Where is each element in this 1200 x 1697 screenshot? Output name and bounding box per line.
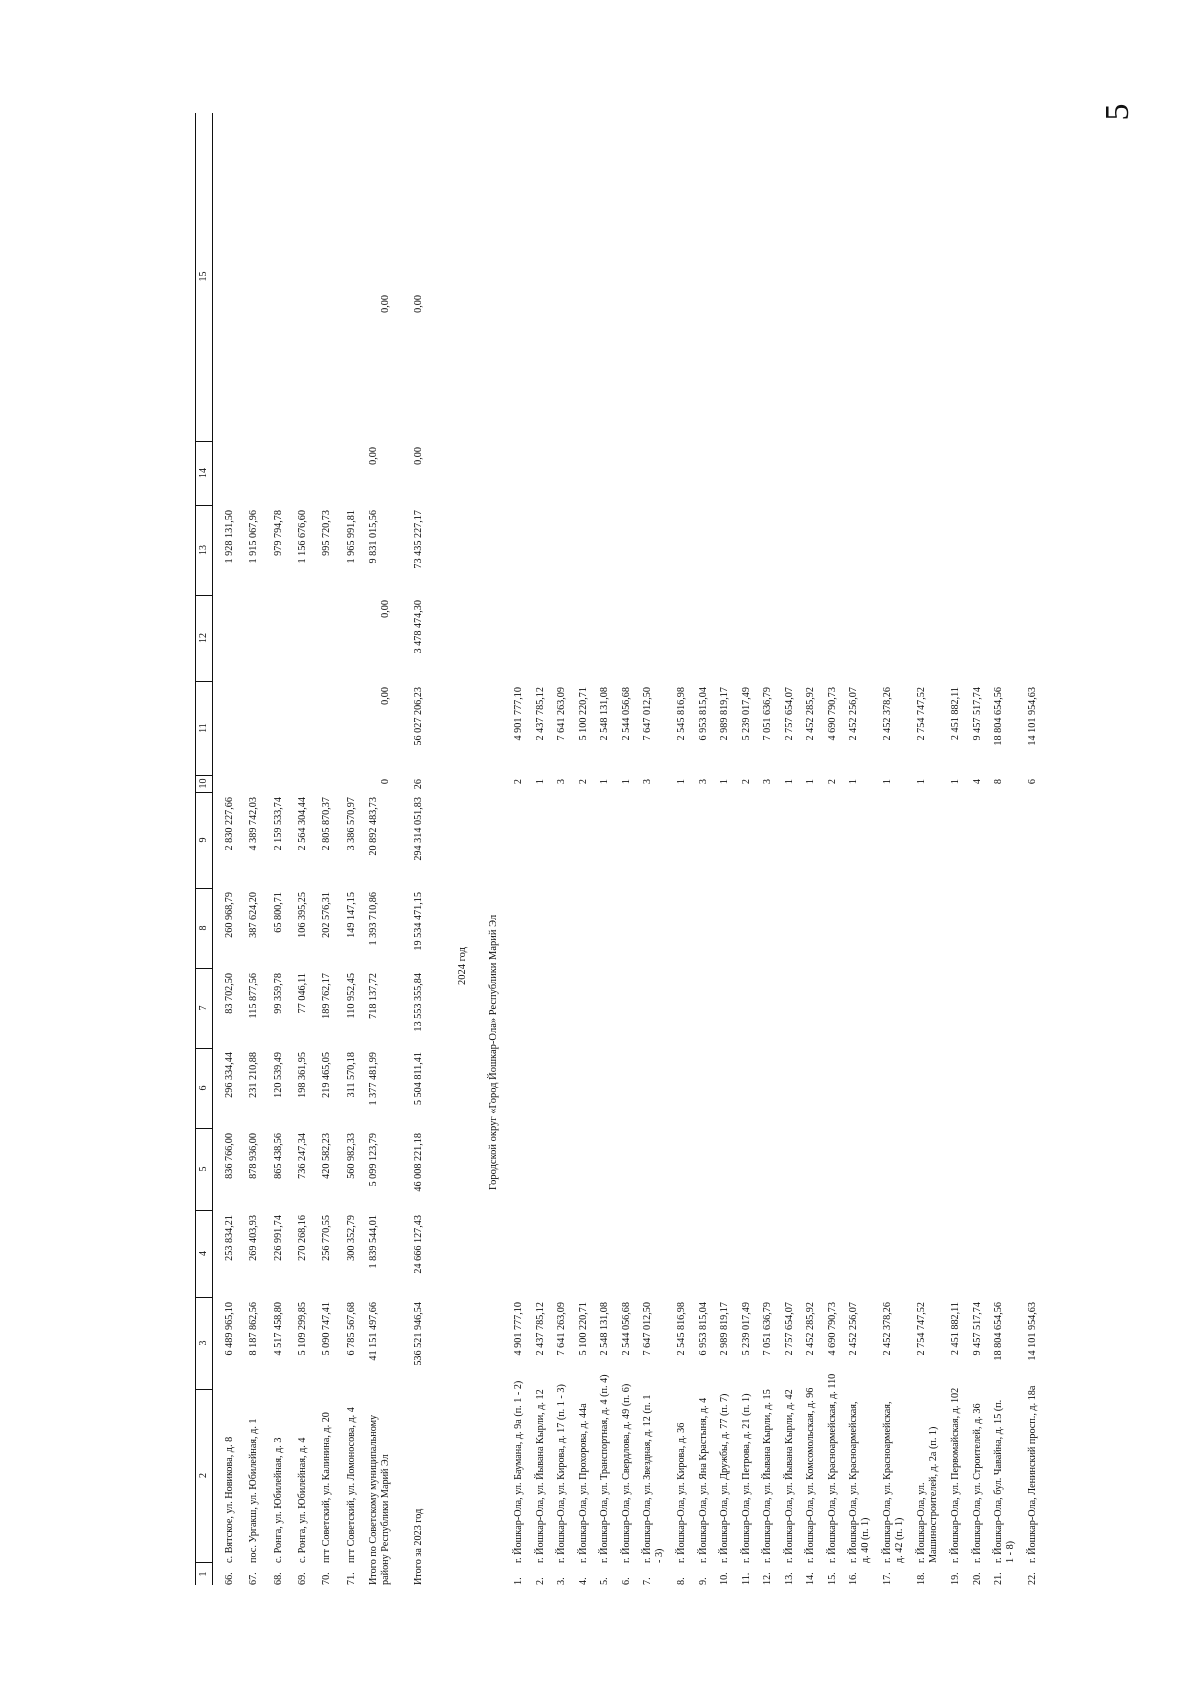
cell-c3: 2 545 816,98 (676, 1302, 687, 1356)
cell-c11: 2 544 056,68 (620, 687, 632, 741)
row-address: г. Йошкар-Ола, ул. Строителей, д. 36 (971, 1403, 983, 1563)
cell-c10: 6 (1027, 779, 1038, 785)
row-number: 20. (971, 1572, 983, 1585)
total-2023-c9: 294 314 051,83 (413, 797, 424, 861)
cell-c3: 2 989 819,17 (719, 1302, 730, 1356)
cell-c8: 65 800,71 (272, 892, 284, 933)
cell-c11: 5 239 017,49 (740, 687, 752, 741)
total-2023-c15: 0,00 (413, 295, 424, 313)
column-header-12: 12 (196, 595, 212, 682)
row-address: г. Йошкар-Ола, ул. Машиностроителей, д. 2а (п. 1) (916, 1426, 939, 1563)
cell-c10: 1 (534, 779, 546, 785)
cell-c3: 2 452 256,07 (848, 1302, 859, 1356)
cell-c10: 1 (620, 779, 632, 785)
cell-c3: 8 187 862,56 (248, 1302, 260, 1356)
row-address: г. Йошкар-Ола, ул. Красноармейская, д. 42 (п. 1) (882, 1401, 905, 1563)
total-district-c11: 0,00 (379, 687, 391, 705)
cell-c7: 115 877,56 (248, 973, 260, 1019)
cell-c11: 7 647 012,50 (642, 687, 653, 741)
cell-c10: 2 (577, 779, 589, 785)
cell-c3: 5 090 747,41 (321, 1302, 333, 1356)
district-2024-title: Городской округ «Город Йошкар-Ола» Республики Марий Эл (488, 914, 499, 1190)
total-district-c14: 0,00 (367, 447, 379, 465)
cell-c10: 1 (882, 779, 893, 785)
row-address: г. Йошкар-Ола, ул. Красноармейская, д. 40 (п. 1) (848, 1401, 871, 1563)
cell-c8: 260 968,79 (224, 892, 235, 938)
total-2023-c5: 46 008 221,18 (413, 1133, 424, 1192)
cell-c3: 5 100 220,71 (577, 1302, 589, 1356)
row-number: 8. (676, 1577, 687, 1585)
row-address: пгт Советский, ул. Ломоносова, д. 4 (345, 1407, 357, 1563)
cell-c3: 2 437 785,12 (534, 1302, 546, 1356)
cell-c13: 1 965 991,81 (345, 510, 357, 564)
column-header-6: 6 (196, 1048, 212, 1129)
total-2023-label: Итого за 2023 год (413, 1508, 424, 1585)
row-address: г. Йошкар-Ола, ул. Петрова, д. 21 (п. 1) (740, 1393, 752, 1563)
total-district-c4: 1 839 544,01 (367, 1215, 379, 1269)
column-header-2: 2 (196, 1389, 212, 1563)
row-number: 12. (762, 1572, 773, 1585)
cell-c10: 3 (556, 779, 567, 785)
cell-c13: 1 915 067,96 (248, 510, 260, 564)
row-number: 19. (950, 1572, 961, 1585)
total-district-c15: 0,00 (379, 295, 391, 313)
cell-c10: 3 (697, 779, 709, 785)
row-address: г. Йошкар-Ола, ул. Кирова, д. 17 (п. 1 - 3) (556, 1384, 567, 1563)
cell-c13: 1 156 676,60 (296, 510, 308, 564)
row-number: 5. (599, 1577, 610, 1585)
cell-c7: 83 702,50 (224, 973, 235, 1014)
total-district-c9: 20 892 483,73 (367, 797, 379, 856)
cell-c9: 4 389 742,03 (248, 797, 260, 851)
row-address: пос. Ургакш, ул. Юбилейная, д. 1 (248, 1418, 260, 1563)
cell-c11: 2 451 882,11 (950, 687, 961, 741)
cell-c13: 995 720,73 (321, 510, 333, 556)
row-address: г. Йошкар-Ола, ул. Яна Крастыня, д. 4 (697, 1397, 709, 1563)
row-address: г. Йошкар-Ола, ул. Йывана Кырли, д. 15 (762, 1389, 773, 1563)
cell-c6: 231 210,88 (248, 1052, 260, 1098)
row-number: 3. (556, 1577, 567, 1585)
cell-c7: 189 762,17 (321, 973, 333, 1019)
total-district-c3: 41 151 497,66 (367, 1302, 379, 1361)
cell-c4: 226 991,74 (272, 1215, 284, 1261)
total-2023-c10: 26 (413, 779, 424, 790)
row-address: г. Йошкар-Ола, ул. Первомайская, д. 102 (950, 1387, 961, 1563)
cell-c4: 300 352,79 (345, 1215, 357, 1261)
row-number: 18. (916, 1572, 927, 1585)
cell-c10: 1 (950, 779, 961, 785)
cell-c3: 7 641 263,09 (556, 1302, 567, 1356)
total-2023-c7: 13 553 355,84 (413, 973, 424, 1032)
cell-c6: 311 570,18 (345, 1052, 357, 1098)
cell-c3: 7 647 012,50 (642, 1302, 653, 1356)
cell-c11: 7 641 263,09 (556, 687, 567, 741)
row-number: 9. (697, 1577, 709, 1585)
row-number: 69. (296, 1572, 308, 1585)
row-number: 67. (248, 1572, 260, 1585)
cell-c10: 1 (599, 779, 610, 785)
cell-c6: 296 334,44 (224, 1052, 235, 1098)
cell-c11: 14 101 954,63 (1027, 687, 1038, 746)
row-address: г. Йошкар-Ола, ул. Транспортная, д. 4 (п. 4) (599, 1374, 610, 1563)
cell-c10: 4 (971, 779, 983, 785)
column-header-8: 8 (196, 888, 212, 969)
row-number: 14. (805, 1572, 816, 1585)
total-district-c7: 718 137,72 (367, 973, 379, 1019)
cell-c3: 5 239 017,49 (740, 1302, 752, 1356)
row-number: 1. (513, 1577, 524, 1585)
cell-c9: 2 159 533,74 (272, 797, 284, 851)
column-header-3: 3 (196, 1297, 212, 1390)
cell-c3: 5 109 299,85 (296, 1302, 308, 1356)
cell-c5: 560 982,33 (345, 1133, 357, 1179)
row-number: 2. (534, 1577, 546, 1585)
cell-c8: 387 624,20 (248, 892, 260, 938)
cell-c11: 2 548 131,08 (599, 687, 610, 741)
total-2023-c13: 73 435 227,17 (413, 510, 424, 569)
total-2023-c6: 5 504 811,41 (413, 1052, 424, 1106)
cell-c3: 18 804 654,56 (993, 1302, 1004, 1361)
cell-c10: 1 (783, 779, 795, 785)
cell-c4: 256 770,55 (321, 1215, 333, 1261)
cell-c7: 99 359,78 (272, 973, 284, 1014)
cell-c10: 1 (719, 779, 730, 785)
cell-c10: 2 (826, 779, 838, 785)
year-2024-title: 2024 год (457, 947, 468, 985)
total-2023-c11: 56 027 206,23 (413, 687, 424, 746)
row-address: г. Йошкар-Ола, ул. Йывана Кырли, д. 12 (534, 1389, 546, 1563)
row-number: 70. (321, 1572, 333, 1585)
cell-c7: 77 046,11 (296, 973, 308, 1014)
row-number: 7. (642, 1577, 653, 1585)
cell-c3: 4 901 777,10 (513, 1302, 524, 1356)
row-number: 22. (1027, 1572, 1038, 1585)
column-header-1: 1 (198, 1571, 209, 1577)
cell-c6: 198 361,95 (296, 1052, 308, 1098)
total-2023-c8: 19 534 471,15 (413, 892, 424, 951)
column-header-5: 5 (196, 1128, 212, 1211)
cell-c13: 1 928 131,50 (224, 510, 235, 564)
cell-c3: 2 452 378,26 (882, 1302, 893, 1356)
row-number: 17. (882, 1572, 893, 1585)
cell-c11: 2 452 256,07 (848, 687, 859, 741)
row-address: г. Йошкар-Ола, Ленинский просп., д. 18а (1027, 1385, 1038, 1563)
row-address: г. Йошкар-Ола, ул. Йывана Кырли, д. 42 (783, 1389, 795, 1563)
cell-c5: 420 582,23 (321, 1133, 333, 1179)
column-header-14: 14 (196, 441, 212, 506)
cell-c6: 120 539,49 (272, 1052, 284, 1098)
cell-c10: 2 (513, 779, 524, 785)
cell-c9: 2 564 304,44 (296, 797, 308, 851)
cell-c3: 14 101 954,63 (1027, 1302, 1038, 1361)
total-2023-c14: 0,00 (413, 447, 424, 465)
cell-c8: 106 395,25 (296, 892, 308, 938)
column-header-row (195, 113, 213, 1585)
cell-c10: 1 (848, 779, 859, 785)
page-number: 5 (1099, 103, 1136, 121)
cell-c11: 2 754 747,52 (916, 687, 927, 741)
row-address: с. Ронга, ул. Юбилейная, д. 3 (272, 1437, 284, 1563)
column-header-13: 13 (196, 505, 212, 596)
cell-c3: 6 489 965,10 (224, 1302, 235, 1356)
cell-c3: 2 754 747,52 (916, 1302, 927, 1356)
cell-c4: 270 268,16 (296, 1215, 308, 1261)
cell-c11: 7 051 636,79 (762, 687, 773, 741)
row-address: г. Йошкар-Ола, ул. Дружбы, д. 77 (п. 7) (719, 1393, 730, 1563)
column-header-7: 7 (196, 968, 212, 1049)
row-number: 10. (719, 1572, 730, 1585)
cell-c9: 2 830 227,66 (224, 797, 235, 851)
cell-c4: 253 834,21 (224, 1215, 235, 1261)
row-number: 15. (826, 1572, 838, 1585)
row-number: 13. (783, 1572, 795, 1585)
total-district-c6: 1 377 481,99 (367, 1052, 379, 1106)
cell-c3: 7 051 636,79 (762, 1302, 773, 1356)
row-address: с. Ронга, ул. Юбилейная, д. 4 (296, 1437, 308, 1563)
row-number: 68. (272, 1572, 284, 1585)
total-2023-c3: 536 521 946,54 (413, 1302, 424, 1366)
cell-c4: 269 403,93 (248, 1215, 260, 1261)
cell-c8: 149 147,15 (345, 892, 357, 938)
column-header-4: 4 (196, 1210, 212, 1298)
cell-c10: 3 (642, 779, 653, 785)
cell-c3: 2 548 131,08 (599, 1302, 610, 1356)
cell-c9: 3 386 570,97 (345, 797, 357, 851)
row-number: 16. (848, 1572, 859, 1585)
total-district-c5: 5 099 123,79 (367, 1133, 379, 1187)
cell-c10: 2 (740, 779, 752, 785)
row-address: г. Йошкар-Ола, ул. Прохорова, д. 44а (577, 1403, 589, 1563)
cell-c11: 6 953 815,04 (697, 687, 709, 741)
cell-c11: 5 100 220,71 (577, 687, 589, 741)
total-2023-c4: 24 666 127,43 (413, 1215, 424, 1274)
rotated-table (195, 85, 1038, 1585)
row-address: г. Йошкар-Ола, ул. Звездная, д. 12 (п. 1 - 3) (642, 1394, 665, 1563)
cell-c3: 2 757 654,07 (783, 1302, 795, 1356)
row-address: г. Йошкар-Ола, ул. Свердлова, д. 49 (п. 6) (620, 1383, 632, 1563)
cell-c9: 2 805 870,37 (321, 797, 333, 851)
cell-c3: 2 451 882,11 (950, 1302, 961, 1356)
total-2023-c12: 3 478 474,30 (413, 600, 424, 654)
row-address: г. Йошкар-Ола, ул. Комсомольская, д. 96 (805, 1387, 816, 1563)
cell-c11: 2 757 654,07 (783, 687, 795, 741)
row-address: с. Вятское, ул. Новикова, д. 8 (224, 1436, 235, 1563)
cell-c10: 3 (762, 779, 773, 785)
column-header-15: 15 (196, 112, 212, 442)
cell-c11: 4 901 777,10 (513, 687, 524, 741)
cell-c11: 2 545 816,98 (676, 687, 687, 741)
cell-c11: 4 690 790,73 (826, 687, 838, 741)
cell-c7: 110 952,45 (345, 973, 357, 1019)
total-district-c8: 1 393 710,86 (367, 892, 379, 946)
cell-c3: 4 517 458,80 (272, 1302, 284, 1356)
cell-c3: 2 452 285,92 (805, 1302, 816, 1356)
row-number: 66. (224, 1572, 235, 1585)
column-header-9: 9 (196, 792, 212, 889)
cell-c11: 2 452 378,26 (882, 687, 893, 741)
cell-c5: 736 247,34 (296, 1133, 308, 1179)
cell-c3: 6 953 815,04 (697, 1302, 709, 1356)
row-number: 4. (577, 1577, 589, 1585)
row-address: г. Йошкар-Ола, бул. Чавайна, д. 15 (п. 1 - 8) (993, 1399, 1016, 1563)
row-number: 21. (993, 1572, 1004, 1585)
cell-c11: 9 457 517,74 (971, 687, 983, 741)
row-number: 71. (345, 1572, 357, 1585)
total-district-c13: 9 831 015,56 (367, 510, 379, 564)
cell-c5: 836 766,00 (224, 1133, 235, 1179)
cell-c10: 1 (916, 779, 927, 785)
row-address: г. Йошкар-Ола, ул. Красноармейская, д. 110 (826, 1373, 838, 1563)
cell-c3: 9 457 517,74 (971, 1302, 983, 1356)
row-number: 6. (620, 1577, 632, 1585)
cell-c10: 1 (676, 779, 687, 785)
column-header-11: 11 (196, 681, 212, 776)
cell-c11: 18 804 654,56 (993, 687, 1004, 746)
cell-c5: 878 936,00 (248, 1133, 260, 1179)
column-header-10: 10 (196, 775, 212, 793)
row-number: 11. (740, 1572, 752, 1585)
cell-c11: 2 452 285,92 (805, 687, 816, 741)
cell-c3: 2 544 056,68 (620, 1302, 632, 1356)
cell-c5: 865 438,56 (272, 1133, 284, 1179)
cell-c10: 8 (993, 779, 1004, 785)
total-district-c10: 0 (379, 779, 391, 785)
cell-c6: 219 465,05 (321, 1052, 333, 1098)
total-district-c12: 0,00 (379, 600, 391, 618)
cell-c3: 4 690 790,73 (826, 1302, 838, 1356)
cell-c10: 1 (805, 779, 816, 785)
cell-c11: 2 989 819,17 (719, 687, 730, 741)
cell-c13: 979 794,78 (272, 510, 284, 556)
row-address: г. Йошкар-Ола, ул. Баумана, д. 9а (п. 1 - 2) (513, 1380, 524, 1563)
cell-c3: 6 785 567,68 (345, 1302, 357, 1356)
row-address: пгт Советский, ул. Калинина, д. 20 (321, 1412, 333, 1563)
total-district-label: Итого по Советскому муниципальному району Республики Марий Эл (367, 1414, 391, 1585)
cell-c8: 202 576,31 (321, 892, 333, 938)
cell-c11: 2 437 785,12 (534, 687, 546, 741)
row-address: г. Йошкар-Ола, ул. Кирова, д. 36 (676, 1422, 687, 1563)
